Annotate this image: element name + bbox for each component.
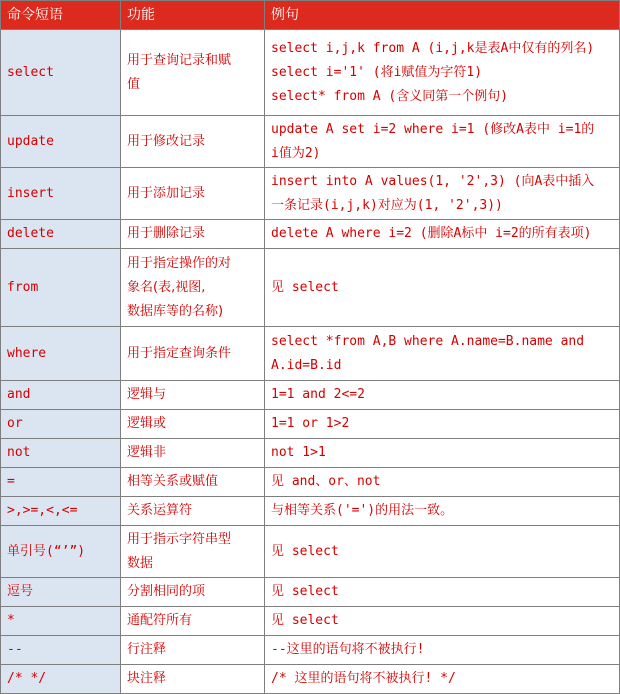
function-cell (121, 381, 265, 410)
table-row (1, 116, 620, 168)
table-row (1, 439, 620, 468)
function-cell (121, 249, 265, 327)
table-row (1, 327, 620, 381)
example-cell (265, 578, 620, 607)
function-line: 用于指定操作的对 (127, 255, 232, 271)
example-line: not 1>1 (271, 445, 326, 460)
example-line: delete A where i=2 (删除A标中 i=2的所有表项) (271, 226, 592, 241)
example-cell (265, 30, 620, 116)
example-cell (265, 607, 620, 636)
example-cell (265, 468, 620, 497)
command-cell: * (1, 607, 121, 636)
function-line: 逻辑与 (127, 387, 167, 402)
example-line: 见 select (271, 279, 339, 295)
function-cell (121, 497, 265, 526)
header-function: 功能 (121, 1, 265, 30)
example-line: 见 and、or、not (271, 474, 381, 489)
table-row (1, 607, 620, 636)
example-line: 与相等关系('=')的用法一致。 (271, 503, 454, 518)
example-cell (265, 636, 620, 665)
example-line: select i='1' (将i赋值为字符1) (271, 64, 483, 80)
function-cell (121, 327, 265, 381)
example-line: 一条记录(i,j,k)对应为(1, '2',3)) (271, 197, 503, 213)
command-cell: -- (1, 636, 121, 665)
function-line: 用于添加记录 (127, 185, 206, 201)
example-cell (265, 220, 620, 249)
table-row (1, 636, 620, 665)
function-cell (121, 526, 265, 578)
command-cell: select (1, 30, 121, 116)
example-line: select *from A,B where A.name=B.name and (271, 333, 585, 349)
function-cell (121, 578, 265, 607)
function-cell (121, 168, 265, 220)
function-line: 行注释 (127, 642, 167, 657)
table-row (1, 410, 620, 439)
example-line: 见 select (271, 613, 339, 628)
example-cell (265, 665, 620, 694)
function-cell (121, 116, 265, 168)
function-line: 块注释 (127, 671, 167, 686)
function-line: 逻辑或 (127, 416, 167, 431)
function-cell (121, 665, 265, 694)
function-line: 逻辑非 (127, 445, 167, 460)
example-line: select i,j,k from A (i,j,k是表A中仅有的列名) (271, 40, 595, 56)
example-cell (265, 497, 620, 526)
command-cell: 单引号(“’”) (1, 526, 121, 578)
command-cell: /* */ (1, 665, 121, 694)
command-cell: from (1, 249, 121, 327)
example-cell (265, 168, 620, 220)
table-row (1, 168, 620, 220)
example-cell (265, 526, 620, 578)
table-row (1, 381, 620, 410)
function-line: 数据 (127, 555, 154, 571)
command-cell: or (1, 410, 121, 439)
example-line: i值为2) (271, 145, 321, 161)
header-command: 命令短语 (1, 1, 121, 30)
command-cell: = (1, 468, 121, 497)
function-cell (121, 636, 265, 665)
table-row (1, 220, 620, 249)
example-cell (265, 381, 620, 410)
example-cell (265, 439, 620, 468)
function-cell (121, 439, 265, 468)
function-line: 值 (127, 76, 141, 92)
command-cell: and (1, 381, 121, 410)
example-line: insert into A values(1, '2',3) (向A表中插入 (271, 173, 595, 189)
function-line: 用于查询记录和赋 (127, 52, 232, 68)
example-line: /* 这里的语句将不被执行! */ (271, 671, 456, 686)
table-row (1, 249, 620, 327)
function-cell (121, 468, 265, 497)
example-line: 见 select (271, 584, 339, 599)
command-cell: delete (1, 220, 121, 249)
function-line: 象名(表,视图, (127, 279, 206, 295)
example-line: --这里的语句将不被执行! (271, 642, 425, 657)
function-cell (121, 410, 265, 439)
command-cell: not (1, 439, 121, 468)
function-line: 关系运算符 (127, 503, 193, 518)
function-cell (121, 607, 265, 636)
table-row (1, 526, 620, 578)
function-line: 用于修改记录 (127, 133, 206, 149)
example-line: A.id=B.id (271, 357, 342, 373)
command-cell: insert (1, 168, 121, 220)
table-row (1, 30, 620, 116)
table-row (1, 665, 620, 694)
example-cell (265, 327, 620, 381)
example-line: select* from A (含义同第一个例句) (271, 88, 509, 104)
header-example: 例句 (265, 1, 620, 30)
function-line: 分割相同的项 (127, 584, 206, 599)
table-row (1, 468, 620, 497)
function-cell (121, 30, 265, 116)
example-cell (265, 116, 620, 168)
function-line: 用于指定查询条件 (127, 345, 232, 361)
example-line: update A set i=2 where i=1 (修改A表中 i=1的 (271, 121, 595, 137)
function-line: 用于删除记录 (127, 226, 206, 241)
example-line: 1=1 and 2<=2 (271, 387, 365, 402)
command-cell: update (1, 116, 121, 168)
example-line: 见 select (271, 543, 339, 559)
header-row (1, 1, 620, 30)
table-row (1, 578, 620, 607)
command-cell: 逗号 (1, 578, 121, 607)
function-line: 通配符所有 (127, 613, 193, 628)
function-line: 用于指示字符串型 (127, 531, 232, 547)
function-line: 相等关系或赋值 (127, 474, 219, 489)
command-cell: >,>=,<,<= (1, 497, 121, 526)
function-cell (121, 220, 265, 249)
example-cell (265, 249, 620, 327)
command-cell: where (1, 327, 121, 381)
example-cell (265, 410, 620, 439)
function-line: 数据库等的名称) (127, 303, 224, 319)
table-row (1, 497, 620, 526)
example-line: 1=1 or 1>2 (271, 416, 350, 431)
